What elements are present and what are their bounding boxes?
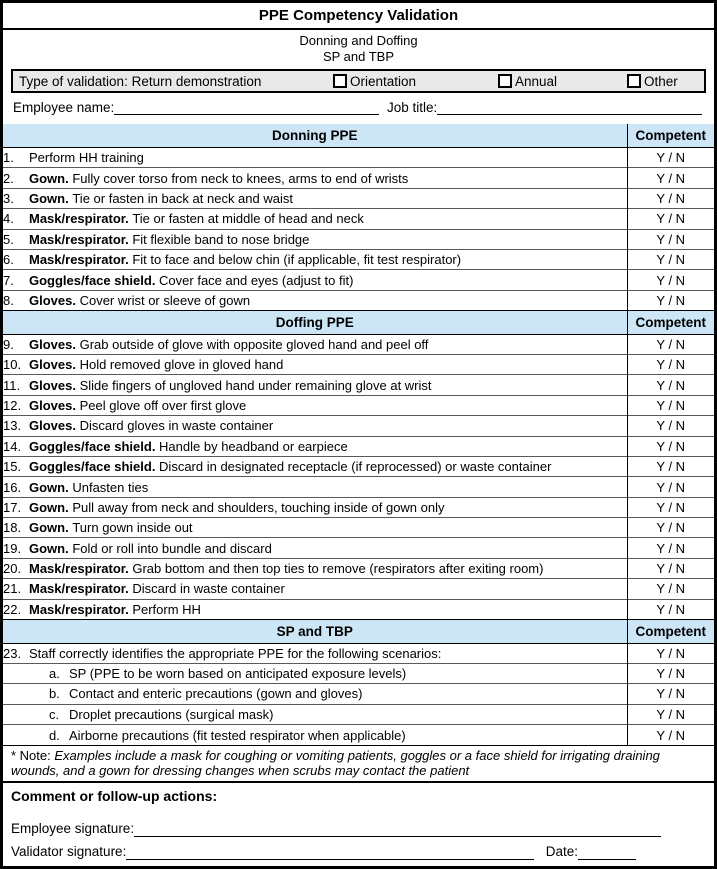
competent-cell[interactable]: Y / N: [627, 290, 714, 310]
item-number: 11.: [3, 377, 21, 393]
note-prefix: * Note:: [11, 748, 55, 763]
ppe-item-name: Gown.: [29, 170, 73, 186]
table-row: [3, 599, 714, 619]
task-cell: 3. Gown. Tie or fasten in back at neck and waist: [3, 188, 627, 208]
item-number: d.: [49, 727, 60, 743]
competent-cell[interactable]: Y / N: [627, 663, 714, 683]
task-cell: 1. Perform HH training: [3, 148, 627, 168]
item-number: 15.: [3, 459, 22, 475]
competent-cell[interactable]: Y / N: [627, 148, 714, 168]
competent-cell[interactable]: Y / N: [627, 477, 714, 497]
table-row: [3, 168, 714, 188]
task-cell: 12. Gloves. Peel glove off over first glove: [3, 395, 627, 415]
ppe-item-name: Mask/respirator.: [29, 231, 133, 247]
table-row: [3, 188, 714, 208]
item-number: 13.: [3, 418, 22, 434]
ppe-item-name: Gloves.: [29, 418, 80, 434]
job-title-field[interactable]: [437, 100, 702, 115]
date-label: Date:: [545, 844, 578, 859]
table-row: [3, 355, 714, 375]
job-title-label: Job title:: [387, 100, 438, 115]
table-row: [3, 663, 714, 683]
ppe-item-name: Gown.: [29, 499, 73, 515]
validator-signature-label: Validator signature:: [11, 844, 127, 859]
item-number: 7.: [3, 272, 14, 288]
ppe-item-name: Gloves.: [29, 292, 80, 308]
ppe-item-name: Gloves.: [29, 336, 80, 352]
competent-column-header: Competent: [627, 619, 714, 643]
section-title: Donning PPE: [3, 124, 627, 148]
item-number: 9.: [3, 336, 14, 352]
ppe-item-name: Mask/respirator.: [29, 252, 133, 268]
task-cell: 13. Gloves. Discard gloves in waste container: [3, 416, 627, 436]
competent-cell[interactable]: Y / N: [627, 643, 714, 663]
section-header-row: [3, 311, 714, 335]
task-cell: 15. Goggles/face shield. Discard in designated receptacle (if reprocessed) or waste container: [3, 456, 627, 476]
competent-cell[interactable]: Y / N: [627, 229, 714, 249]
section-header-row: [3, 619, 714, 643]
competent-cell[interactable]: Y / N: [627, 416, 714, 436]
note-text: Examples include a mask for coughing or vomiting patients, goggles or a face shield for irrigating draining wounds, and a gown for dressing changes when scrubs may contact the patient: [11, 748, 660, 778]
employee-signature-row: [11, 820, 706, 837]
ppe-item-name: Goggles/face shield.: [29, 272, 160, 288]
competent-cell[interactable]: Y / N: [627, 538, 714, 558]
competent-cell[interactable]: Y / N: [627, 456, 714, 476]
competent-cell[interactable]: Y / N: [627, 704, 714, 724]
table-row: [3, 643, 714, 663]
competent-cell[interactable]: Y / N: [627, 518, 714, 538]
table-row: [3, 416, 714, 436]
task-cell: b. Contact and enteric precautions (gown and gloves): [3, 684, 627, 704]
item-number: 22.: [3, 601, 22, 617]
subtitle-line2: SP and TBP: [322, 49, 395, 64]
item-number: 3.: [3, 191, 14, 207]
task-cell: 14. Goggles/face shield. Handle by headband or earpiece: [3, 436, 627, 456]
table-row: [3, 334, 714, 354]
table-row: [3, 270, 714, 290]
table-row: [3, 684, 714, 704]
task-cell: 6. Mask/respirator. Fit to face and below chin (if applicable, fit test respirator): [3, 249, 627, 269]
ppe-item-name: Mask/respirator.: [29, 211, 133, 227]
item-number: 8.: [3, 292, 14, 308]
task-cell: 23. Staff correctly identifies the appropriate PPE for the following scenarios:: [3, 643, 627, 663]
competent-cell[interactable]: Y / N: [627, 684, 714, 704]
ppe-item-name: Gown.: [29, 520, 73, 536]
ppe-item-name: Goggles/face shield.: [29, 459, 160, 475]
annual-checkbox[interactable]: [498, 74, 512, 88]
task-cell: 22. Mask/respirator. Perform HH: [3, 599, 627, 619]
task-cell: 11. Gloves. Slide fingers of ungloved hand under remaining glove at wrist: [3, 375, 627, 395]
task-cell: 19. Gown. Fold or roll into bundle and discard: [3, 538, 627, 558]
competent-cell[interactable]: Y / N: [627, 375, 714, 395]
ppe-item-name: Mask/respirator.: [29, 581, 133, 597]
task-cell: 10. Gloves. Hold removed glove in gloved hand: [3, 355, 627, 375]
competent-cell[interactable]: Y / N: [627, 209, 714, 229]
item-number: 23.: [3, 645, 22, 661]
annual-option[interactable]: [498, 71, 557, 91]
other-checkbox[interactable]: [627, 74, 641, 88]
item-number: 6.: [3, 252, 14, 268]
subtitle-line1: Donning and Doffing: [299, 33, 418, 48]
task-cell: 4. Mask/respirator. Tie or fasten at middle of head and neck: [3, 209, 627, 229]
orientation-option[interactable]: [333, 71, 416, 91]
employee-signature-field[interactable]: [134, 822, 661, 837]
item-number: 4.: [3, 211, 14, 227]
task-cell: 21. Mask/respirator. Discard in waste container: [3, 579, 627, 599]
checklist-table: [3, 124, 714, 745]
competent-cell[interactable]: Y / N: [627, 355, 714, 375]
competent-cell[interactable]: Y / N: [627, 334, 714, 354]
task-cell: 20. Mask/respirator. Grab bottom and then top ties to remove (respirators after exiting room): [3, 558, 627, 578]
ppe-item-name: Gloves.: [29, 357, 80, 373]
ppe-item-name: Gown.: [29, 540, 73, 556]
table-row: [3, 725, 714, 745]
ppe-item-name: Mask/respirator.: [29, 601, 133, 617]
competent-cell[interactable]: Y / N: [627, 168, 714, 188]
other-label: Other: [644, 73, 678, 89]
table-row: [3, 477, 714, 497]
task-cell: 18. Gown. Turn gown inside out: [3, 518, 627, 538]
item-number: 12.: [3, 398, 22, 413]
table-row: [3, 704, 714, 724]
annual-label: Annual: [515, 73, 558, 89]
note-block: [3, 745, 714, 783]
competent-cell[interactable]: Y / N: [627, 249, 714, 269]
item-number: 19.: [3, 540, 22, 556]
task-cell: 2. Gown. Fully cover torso from neck to knees, arms to end of wrists: [3, 168, 627, 188]
competent-cell[interactable]: Y / N: [627, 395, 714, 415]
section-title: SP and TBP: [3, 619, 627, 643]
table-row: [3, 229, 714, 249]
task-cell: 16. Gown. Unfasten ties: [3, 477, 627, 497]
orientation-label: Orientation: [350, 73, 417, 89]
item-number: c.: [49, 706, 60, 722]
table-row: [3, 579, 714, 599]
competent-cell[interactable]: Y / N: [627, 599, 714, 619]
item-number: 10.: [3, 357, 22, 373]
item-number: 18.: [3, 520, 22, 536]
table-row: [3, 249, 714, 269]
ppe-item-name: Gloves.: [29, 377, 80, 393]
table-row: [3, 148, 714, 168]
comment-label: Comment or follow-up actions:: [11, 788, 218, 804]
validator-signature-field[interactable]: [126, 845, 533, 860]
item-number: 14.: [3, 438, 22, 454]
item-number: b.: [49, 686, 60, 702]
section-title: Doffing PPE: [3, 311, 627, 335]
item-number: 20.: [3, 561, 22, 576]
employee-info-row: [3, 93, 714, 124]
task-cell: 7. Goggles/face shield. Cover face and eyes (adjust to fit): [3, 270, 627, 290]
table-row: [3, 290, 714, 310]
table-row: [3, 456, 714, 476]
validation-type-bar: [11, 69, 706, 93]
table-row: [3, 375, 714, 395]
table-row: [3, 497, 714, 517]
date-field[interactable]: [578, 845, 636, 860]
competent-cell[interactable]: Y / N: [627, 579, 714, 599]
competent-column-header: Competent: [627, 124, 714, 148]
ppe-item-name: Gown.: [29, 479, 73, 495]
competent-cell[interactable]: Y / N: [627, 436, 714, 456]
orientation-checkbox[interactable]: [333, 74, 347, 88]
competent-cell[interactable]: Y / N: [627, 270, 714, 290]
task-cell: a. SP (PPE to be worn based on anticipated exposure levels): [3, 663, 627, 683]
item-number: 5.: [3, 231, 14, 247]
competent-cell[interactable]: Y / N: [627, 725, 714, 745]
item-number: 16.: [3, 479, 22, 495]
competent-cell[interactable]: Y / N: [627, 497, 714, 517]
competent-cell[interactable]: Y / N: [627, 188, 714, 208]
competent-cell[interactable]: Y / N: [627, 558, 714, 578]
task-cell: 8. Gloves. Cover wrist or sleeve of gown: [3, 290, 627, 310]
task-cell: c. Droplet precautions (surgical mask): [3, 704, 627, 724]
table-row: [3, 558, 714, 578]
table-row: [3, 395, 714, 415]
item-number: 2.: [3, 170, 14, 186]
subtitle: [3, 30, 714, 67]
task-cell: 9. Gloves. Grab outside of glove with opposite gloved hand and peel off: [3, 334, 627, 354]
other-option[interactable]: [627, 71, 678, 91]
validation-type-label: Type of validation: Return demonstration: [19, 73, 262, 89]
ppe-item-name: Gloves.: [29, 398, 80, 413]
ppe-item-name: Gown.: [29, 191, 73, 207]
employee-signature-label: Employee signature:: [11, 821, 135, 836]
employee-name-field[interactable]: [114, 100, 379, 115]
ppe-item-name: Mask/respirator.: [29, 561, 133, 576]
task-cell: d. Airborne precautions (fit tested respirator when applicable): [3, 725, 627, 745]
validator-signature-row: [11, 843, 706, 860]
employee-name-label: Employee name:: [13, 100, 115, 115]
page-title: PPE Competency Validation: [3, 3, 714, 30]
table-row: [3, 538, 714, 558]
section-header-row: [3, 124, 714, 148]
ppe-item-name: Goggles/face shield.: [29, 438, 160, 454]
item-number: a.: [49, 666, 60, 682]
table-row: [3, 518, 714, 538]
task-cell: 5. Mask/respirator. Fit flexible band to nose bridge: [3, 229, 627, 249]
competent-column-header: Competent: [627, 311, 714, 335]
item-number: 21.: [3, 581, 22, 597]
table-row: [3, 436, 714, 456]
comment-section[interactable]: [3, 783, 714, 866]
table-row: [3, 209, 714, 229]
task-cell: 17. Gown. Pull away from neck and shoulders, touching inside of gown only: [3, 497, 627, 517]
item-number: 1.: [3, 150, 14, 166]
item-number: 17.: [3, 499, 22, 515]
